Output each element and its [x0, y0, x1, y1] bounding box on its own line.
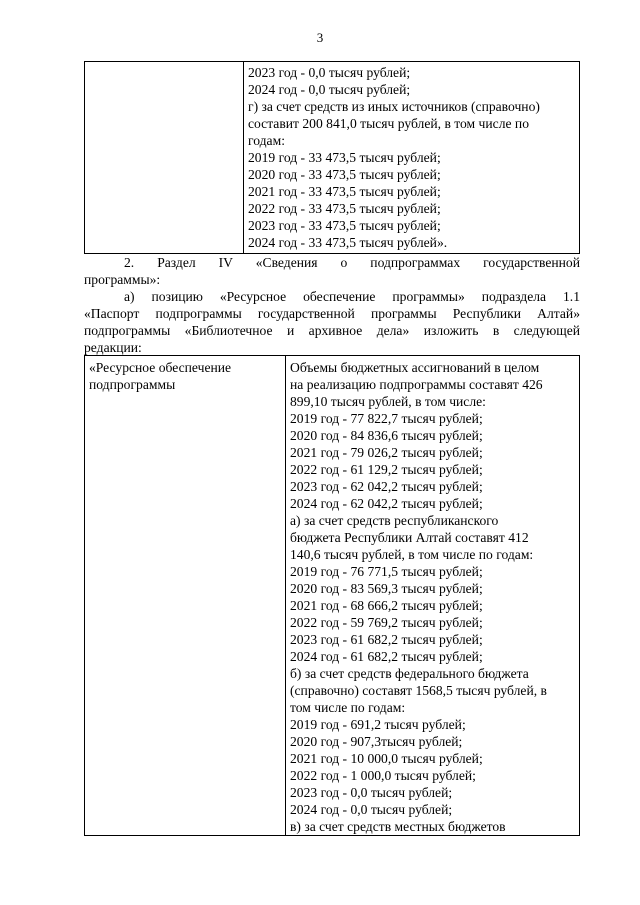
table2-line: 899,10 тысяч рублей, в том числе: [290, 394, 486, 409]
table2-line: 2022 год - 61 129,2 тысяч рублей; [290, 462, 483, 477]
table2-line: том числе по годам: [290, 700, 406, 715]
page-number: 3 [316, 30, 324, 45]
paragraph-line: а) позицию «Ресурсное обеспечение программы» подраздела 1.1 [124, 289, 580, 304]
table2-line: 2024 год - 62 042,2 тысяч рублей; [290, 496, 483, 511]
paragraph-line: 2. Раздел IV «Сведения о подпрограммах государственной [124, 255, 580, 270]
paragraph-line: подпрограммы «Библиотечное и архивное дела» изложить в следующей [84, 323, 580, 338]
table1-line: 2022 год - 33 473,5 тысяч рублей; [248, 201, 441, 216]
table1-left-cell [85, 62, 244, 254]
table2-line: 2023 год - 61 682,2 тысяч рублей; [290, 632, 483, 647]
table2-line: 140,6 тысяч рублей, в том числе по годам: [290, 547, 534, 562]
table2-line: 2020 год - 83 569,3 тысяч рублей; [290, 581, 483, 596]
table1-line: 2023 год - 33 473,5 тысяч рублей; [248, 218, 441, 233]
paragraph-line: «Паспорт подпрограммы государственной программы Республики Алтай» [84, 306, 580, 321]
table1-right-cell [244, 62, 580, 254]
item-a-paragraph [84, 288, 580, 356]
table2-line: 2021 год - 10 000,0 тысяч рублей; [290, 751, 483, 766]
table2-line: в) за счет средств местных бюджетов [290, 819, 506, 834]
table2-line: 2022 год - 1 000,0 тысяч рублей; [290, 768, 476, 783]
table1-line: составит 200 841,0 тысяч рублей, в том числе по [248, 116, 529, 131]
table1-line: 2020 год - 33 473,5 тысяч рублей; [248, 167, 441, 182]
table2-line: 2022 год - 59 769,2 тысяч рублей; [290, 615, 483, 630]
table1-line: 2024 год - 0,0 тысяч рублей; [248, 82, 411, 97]
table1-line: г) за счет средств из иных источников (справочно) [248, 99, 540, 114]
table2-line: (справочно) составят 1568,5 тысяч рублей, в [290, 683, 547, 698]
table2-line: 2024 год - 61 682,2 тысяч рублей; [290, 649, 483, 664]
table2-left-cell [85, 356, 286, 836]
table2-line: 2020 год - 84 836,6 тысяч рублей; [290, 428, 483, 443]
table2-line: 2021 год - 68 666,2 тысяч рублей; [290, 598, 483, 613]
table2-line: 2021 год - 79 026,2 тысяч рублей; [290, 445, 483, 460]
table1-line: 2023 год - 0,0 тысяч рублей; [248, 65, 411, 80]
table2-line: 2019 год - 691,2 тысяч рублей; [290, 717, 466, 732]
table2-left-line: «Ресурсное обеспечение [89, 360, 232, 375]
table-row [85, 62, 580, 254]
table1-line: 2024 год - 33 473,5 тысяч рублей». [248, 235, 448, 250]
table1-line: годам: [248, 133, 285, 148]
table1-line: 2019 год - 33 473,5 тысяч рублей; [248, 150, 441, 165]
table2-line: 2024 год - 0,0 тысяч рублей; [290, 802, 453, 817]
paragraph-line: редакции: [84, 340, 142, 355]
table2-left-line: подпрограммы [89, 377, 176, 392]
table2-line: на реализацию подпрограммы составят 426 [290, 377, 543, 392]
subprogram-resource-table [84, 355, 580, 836]
table2-line: 2019 год - 76 771,5 тысяч рублей; [290, 564, 483, 579]
paragraph-line: программы»: [84, 272, 161, 287]
resource-table-continuation [84, 61, 580, 254]
section-2-paragraph [84, 254, 580, 288]
table2-line: б) за счет средств федерального бюджета [290, 666, 529, 681]
table-row [85, 356, 580, 836]
table2-line: 2020 год - 907,3тысяч рублей; [290, 734, 463, 749]
table2-line: бюджета Республики Алтай составят 412 [290, 530, 529, 545]
table2-line: 2023 год - 62 042,2 тысяч рублей; [290, 479, 483, 494]
table2-line: 2023 год - 0,0 тысяч рублей; [290, 785, 453, 800]
table1-line: 2021 год - 33 473,5 тысяч рублей; [248, 184, 441, 199]
table2-line: 2019 год - 77 822,7 тысяч рублей; [290, 411, 483, 426]
table2-line: Объемы бюджетных ассигнований в целом [290, 360, 540, 375]
table2-right-cell [286, 356, 580, 836]
table2-line: а) за счет средств республиканского [290, 513, 499, 528]
